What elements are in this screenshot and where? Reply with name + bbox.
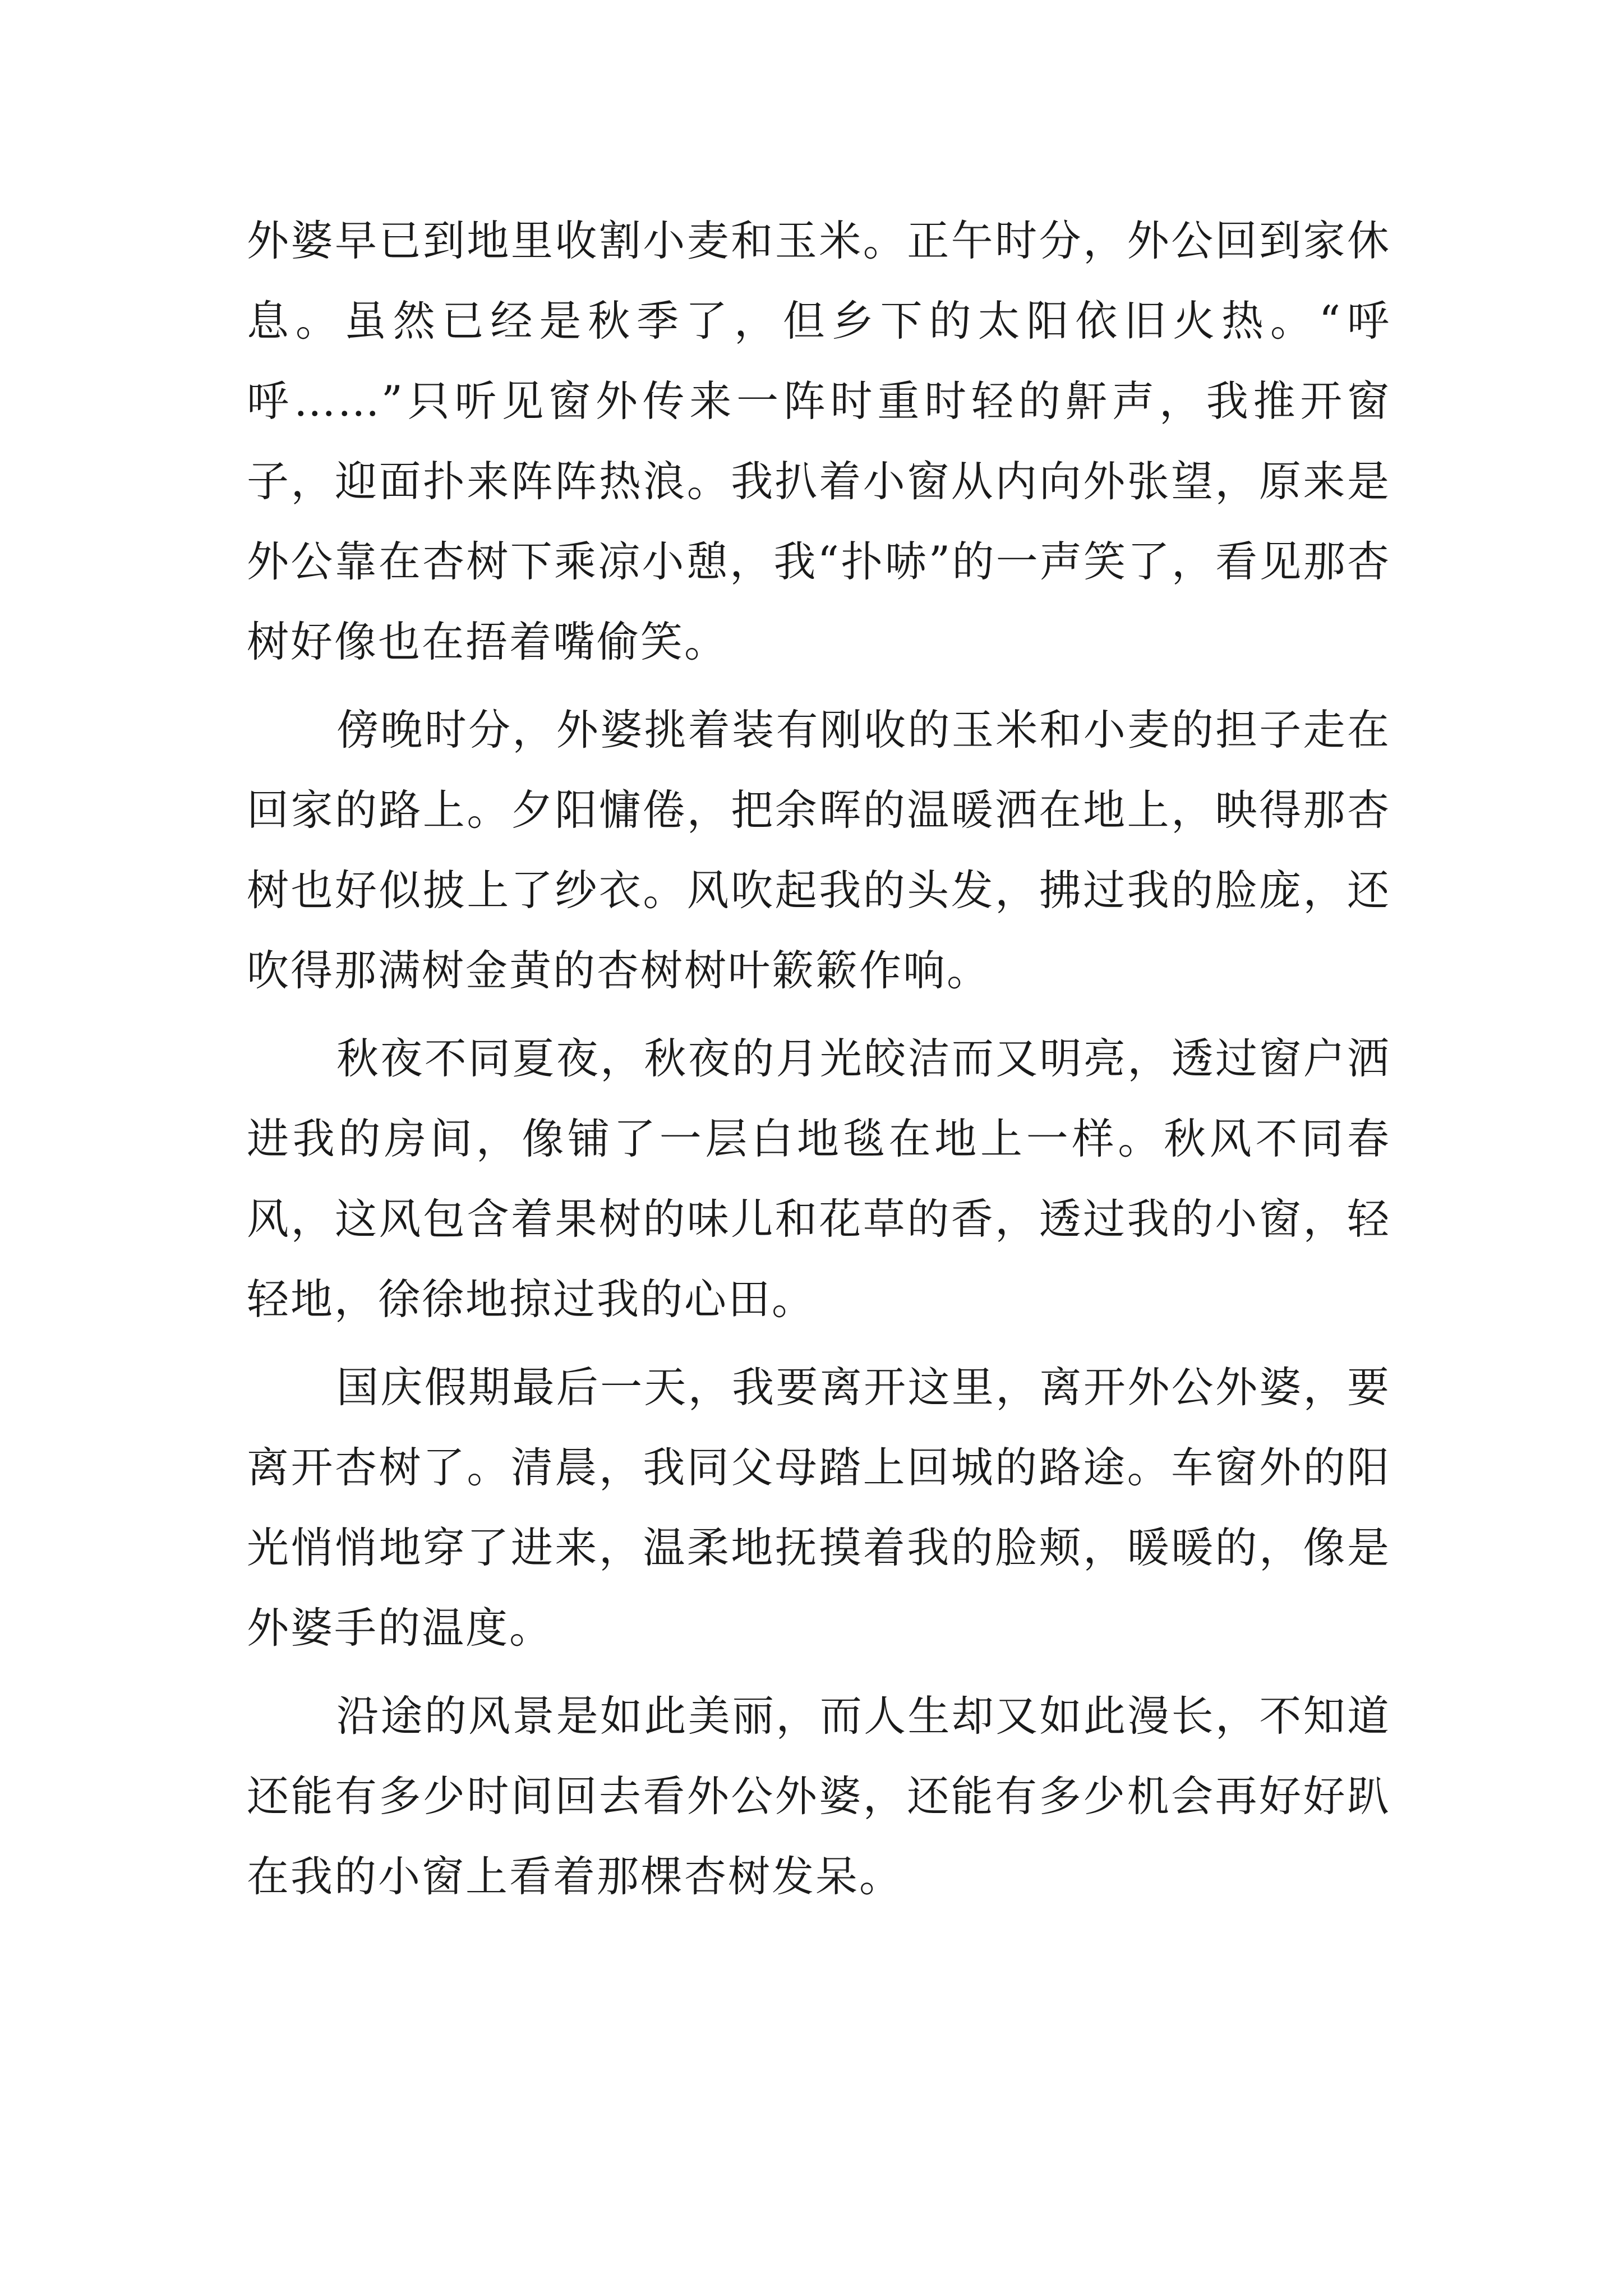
- essay-body: [247, 201, 1391, 1917]
- paragraph-4: 国庆假期最后一天，我要离开这里，离开外公外婆，要离开杏树了。清晨，我同父母踏上回城的路途。车窗外的阳光悄悄地穿了进来，温柔地抚摸着我的脸颊，暖暖的，像是外婆手的温度。: [247, 1363, 1391, 1653]
- paragraph-5: 沿途的风景是如此美丽，而人生却又如此漫长，不知道还能有多少时间回去看外公外婆，还能有多少机会再好好趴在我的小窗上看着那棵杏树发呆。: [247, 1691, 1391, 1901]
- paragraph-2: 傍晚时分，外婆挑着装有刚收的玉米和小麦的担子走在回家的路上。夕阳慵倦，把余晖的温暖洒在地上，映得那杏树也好似披上了纱衣。风吹起我的头发，拂过我的脸庞，还吹得那满树金黄的杏树树叶簌簌作响。: [247, 705, 1391, 995]
- paragraph-3: 秋夜不同夏夜，秋夜的月光皎洁而又明亮，透过窗户洒进我的房间，像铺了一层白地毯在地上一样。秋风不同春风，这风包含着果树的味儿和花草的香，透过我的小窗，轻轻地，徐徐地掠过我的心田。: [247, 1034, 1391, 1324]
- paragraph-1: 外婆早已到地里收割小麦和玉米。正午时分，外公回到家休息。虽然已经是秋季了，但乡下的太阳依旧火热。“呼呼……”只听见窗外传来一阵时重时轻的鼾声，我推开窗子，迎面扑来阵阵热浪。我扒着小窗从内向外张望，原来是外公靠在杏树下乘凉小憩，我“扑哧”的一声笑了，看见那杏树好像也在捂着嘴偷笑。: [247, 216, 1391, 666]
